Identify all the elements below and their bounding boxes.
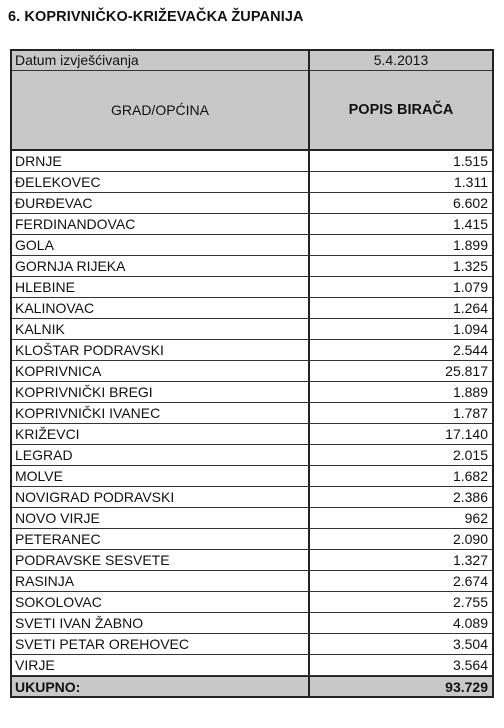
municipality-name: FERDINANDOVAC bbox=[12, 214, 310, 234]
voter-count: 2.674 bbox=[452, 573, 488, 589]
table-row bbox=[12, 214, 492, 235]
table-row bbox=[12, 277, 492, 298]
table-row bbox=[12, 424, 492, 445]
voter-count: 2.386 bbox=[452, 489, 488, 505]
table-row bbox=[12, 634, 492, 655]
voter-count: 3.564 bbox=[452, 657, 488, 673]
municipality-name: KOPRIVNICA bbox=[12, 361, 310, 381]
voter-count: 1.094 bbox=[452, 321, 488, 337]
report-date-value: 5.4.2013 bbox=[373, 52, 429, 68]
total-row bbox=[12, 676, 492, 698]
voter-count: 17.140 bbox=[445, 426, 488, 442]
voter-count: 1.311 bbox=[454, 174, 488, 190]
table-row bbox=[12, 403, 492, 424]
municipality-name: NOVIGRAD PODRAVSKI bbox=[12, 487, 310, 507]
table-row bbox=[12, 151, 492, 172]
voter-count: 1.327 bbox=[452, 552, 488, 568]
table-row bbox=[12, 445, 492, 466]
table-row bbox=[12, 571, 492, 592]
table-row bbox=[12, 487, 492, 508]
table-row bbox=[12, 319, 492, 340]
report-date-label: Datum izvješćivanja bbox=[12, 51, 310, 70]
table-row bbox=[12, 193, 492, 214]
table-row bbox=[12, 655, 492, 676]
municipality-name: KOPRIVNIČKI IVANEC bbox=[12, 403, 310, 423]
table-row bbox=[12, 613, 492, 634]
municipality-name: KLOŠTAR PODRAVSKI bbox=[12, 340, 310, 360]
table-row bbox=[12, 529, 492, 550]
total-label: UKUPNO: bbox=[12, 677, 310, 696]
voter-count: 2.755 bbox=[452, 594, 488, 610]
table-body bbox=[12, 151, 492, 676]
voter-register-table bbox=[10, 49, 494, 698]
report-date-row bbox=[12, 51, 492, 71]
voter-count: 1.899 bbox=[452, 237, 488, 253]
municipality-name: LEGRAD bbox=[12, 445, 310, 465]
voter-count: 6.602 bbox=[452, 195, 488, 211]
table-row bbox=[12, 592, 492, 613]
municipality-name: RASINJA bbox=[12, 571, 310, 591]
voter-count: 1.325 bbox=[452, 258, 488, 274]
page-title: 6. KOPRIVNIČKO-KRIŽEVAČKA ŽUPANIJA bbox=[8, 9, 304, 25]
voter-count: 2.090 bbox=[452, 531, 488, 547]
municipality-name: GOLA bbox=[12, 235, 310, 255]
table-row bbox=[12, 361, 492, 382]
table-row bbox=[12, 382, 492, 403]
municipality-name: KALINOVAC bbox=[12, 298, 310, 318]
municipality-name: PODRAVSKE SESVETE bbox=[12, 550, 310, 570]
municipality-name: ĐURĐEVAC bbox=[12, 193, 310, 213]
voter-count: 1.415 bbox=[452, 216, 488, 232]
voter-count: 1.515 bbox=[452, 153, 488, 169]
voter-count: 1.889 bbox=[452, 384, 488, 400]
municipality-name: DRNJE bbox=[12, 151, 310, 171]
voter-count: 4.089 bbox=[452, 615, 488, 631]
municipality-name: SOKOLOVAC bbox=[12, 592, 310, 612]
municipality-name: SVETI PETAR OREHOVEC bbox=[12, 634, 310, 654]
municipality-name: KRIŽEVCI bbox=[12, 424, 310, 444]
municipality-name: ĐELEKOVEC bbox=[12, 172, 310, 192]
total-value: 93.729 bbox=[445, 679, 488, 695]
table-row bbox=[12, 508, 492, 529]
column-header-voters: POPIS BIRAČA bbox=[348, 102, 454, 118]
voter-count: 2.544 bbox=[452, 342, 488, 358]
voter-count: 1.264 bbox=[452, 300, 488, 316]
municipality-name: MOLVE bbox=[12, 466, 310, 486]
municipality-name: HLEBINE bbox=[12, 277, 310, 297]
municipality-name: VIRJE bbox=[12, 655, 310, 675]
municipality-name: KOPRIVNIČKI BREGI bbox=[12, 382, 310, 402]
municipality-name: SVETI IVAN ŽABNO bbox=[12, 613, 310, 633]
municipality-name: KALNIK bbox=[12, 319, 310, 339]
voter-count: 1.787 bbox=[452, 405, 488, 421]
table-row bbox=[12, 172, 492, 193]
voter-count: 3.504 bbox=[452, 636, 488, 652]
table-row bbox=[12, 340, 492, 361]
voter-count: 962 bbox=[464, 510, 488, 526]
table-row bbox=[12, 550, 492, 571]
voter-count: 25.817 bbox=[445, 363, 488, 379]
table-row bbox=[12, 298, 492, 319]
municipality-name: NOVO VIRJE bbox=[12, 508, 310, 528]
table-row bbox=[12, 256, 492, 277]
column-header-row bbox=[12, 71, 492, 151]
municipality-name: GORNJA RIJEKA bbox=[12, 256, 310, 276]
voter-count: 1.079 bbox=[452, 279, 488, 295]
municipality-name: PETERANEC bbox=[12, 529, 310, 549]
table-row bbox=[12, 466, 492, 487]
voter-count: 2.015 bbox=[452, 447, 488, 463]
column-header-municipality: GRAD/OPĆINA bbox=[12, 71, 310, 149]
table-row bbox=[12, 235, 492, 256]
voter-count: 1.682 bbox=[452, 468, 488, 484]
